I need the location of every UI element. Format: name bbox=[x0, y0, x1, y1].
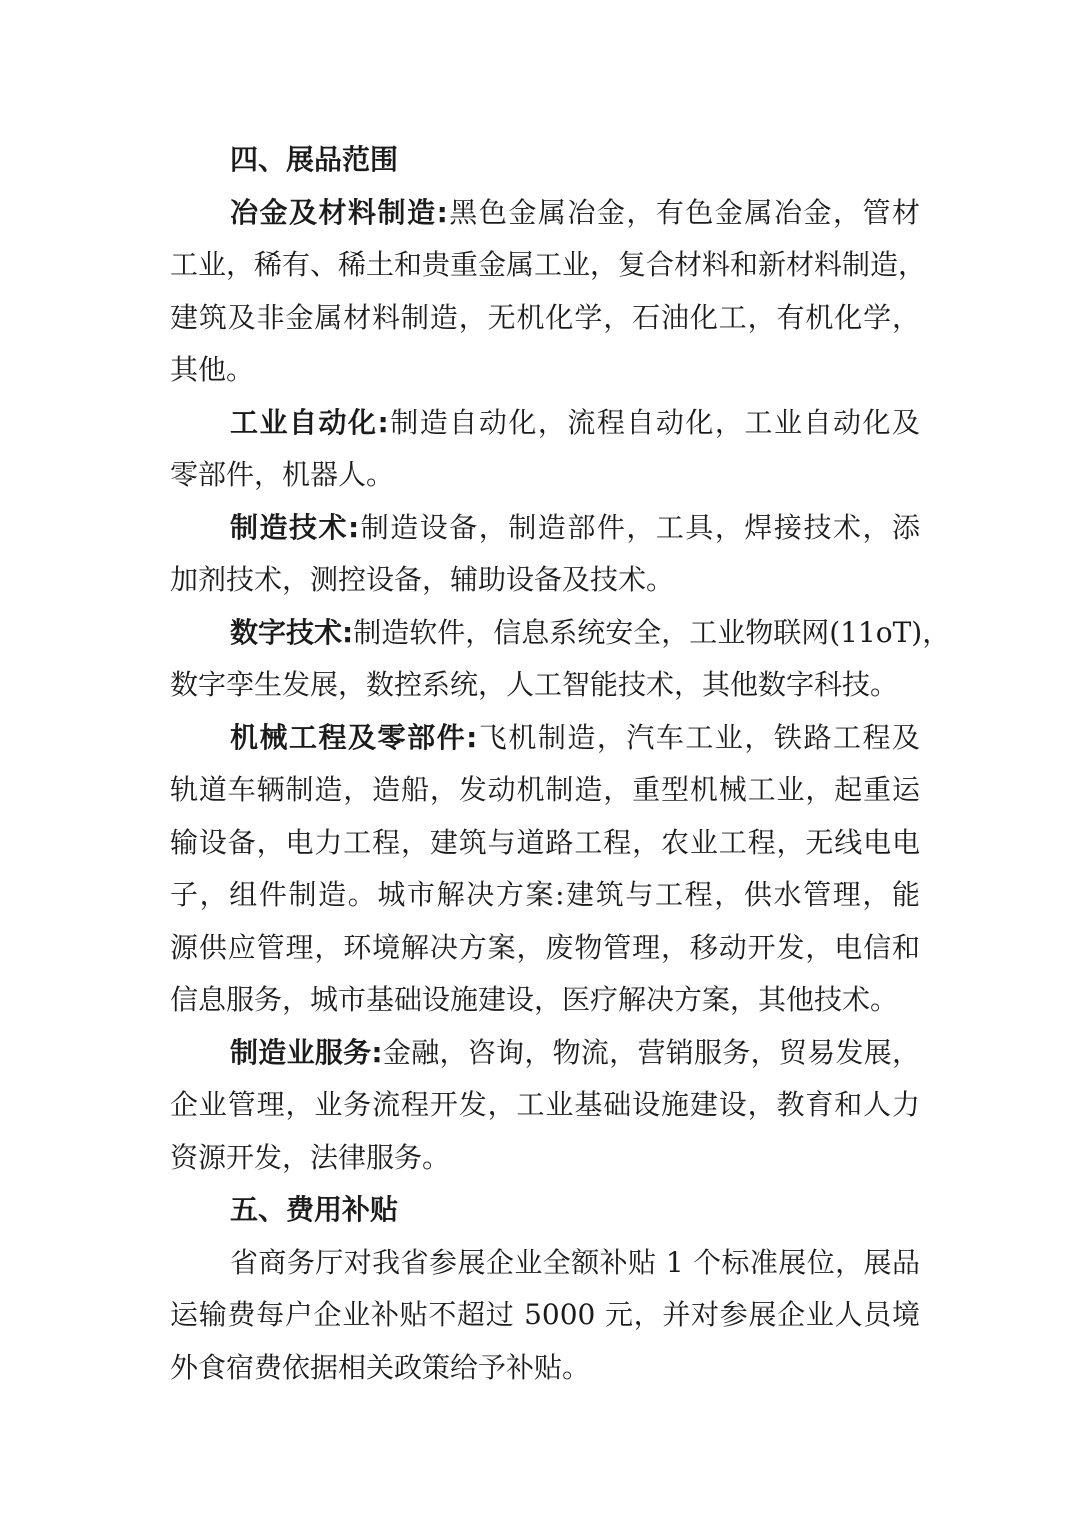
paragraph-text: 金融，咨询，物流，营销服务，贸易发展， bbox=[382, 1035, 920, 1069]
paragraph-line: 资源开发，法律服务。 bbox=[170, 1140, 451, 1174]
paragraph-line: 子，组件制造。城市解决方案:建筑与工程，供水管理，能 bbox=[170, 878, 920, 911]
paragraph-line: 信息服务，城市基础设施建设，医疗解决方案，其他技术。 bbox=[170, 983, 899, 1016]
paragraph-line bbox=[170, 1027, 920, 1080]
paragraph-line bbox=[170, 712, 920, 765]
paragraph-mechanical-engineering bbox=[170, 712, 920, 1027]
paragraph-line: 源供应管理，环境解决方案，废物管理，移动开发，电信和 bbox=[170, 930, 920, 964]
paragraph-line bbox=[170, 607, 951, 660]
paragraph-line: 省商务厅对我省参展企业全额补贴 1 个标准展位，展品 bbox=[230, 1245, 920, 1279]
paragraph-term: 数字技术: bbox=[230, 615, 354, 649]
paragraph-line: 外食宿费依据相关政策给予补贴。 bbox=[170, 1350, 591, 1384]
paragraph-text: 制造软件，信息系统安全，工业物联网(11oT)， bbox=[353, 615, 951, 649]
paragraph-term: 工业自动化: bbox=[230, 405, 389, 439]
paragraph-line bbox=[170, 502, 920, 555]
paragraph-line: 其他。 bbox=[170, 353, 255, 386]
paragraph-text: 制造自动化，流程自动化，工业自动化及 bbox=[388, 405, 920, 439]
paragraph-line: 工业，稀有、稀土和贵重金属工业，复合材料和新材料制造， bbox=[170, 248, 927, 281]
paragraph-subsidy bbox=[170, 1237, 920, 1395]
paragraph-metallurgy bbox=[170, 187, 927, 397]
section-heading: 五、费用补贴 bbox=[230, 1193, 399, 1226]
paragraph-line: 企业管理，业务流程开发，工业基础设施建设，教育和人力 bbox=[170, 1088, 920, 1121]
paragraph-line bbox=[170, 187, 920, 240]
paragraph-line: 数字孪生发展，数控系统，人工智能技术，其他数字科技。 bbox=[170, 668, 899, 701]
paragraph-term: 冶金及材料制造: bbox=[230, 195, 448, 229]
paragraph-term: 机械工程及零部件: bbox=[230, 720, 478, 754]
paragraph-manufacturing-services bbox=[170, 1027, 920, 1185]
paragraph-line bbox=[170, 397, 920, 450]
paragraph-term: 制造业服务: bbox=[230, 1035, 383, 1069]
paragraph-line: 运输费每户企业补贴不超过 5000 元，并对参展企业人员境 bbox=[170, 1298, 920, 1331]
paragraph-line: 加剂技术，测控设备，辅助设备及技术。 bbox=[170, 563, 675, 596]
paragraph-digital-tech bbox=[170, 607, 951, 712]
document-page bbox=[170, 134, 951, 1394]
paragraph-manufacturing-tech bbox=[170, 502, 920, 607]
paragraph-line: 建筑及非金属材料制造，无机化学，石油化工，有机化学， bbox=[170, 300, 920, 334]
paragraph-text: 飞机制造，汽车工业，铁路工程及 bbox=[477, 720, 920, 754]
paragraph-line: 零部件，机器人。 bbox=[170, 458, 395, 491]
paragraph-automation bbox=[170, 397, 920, 502]
section-heading: 四、展品范围 bbox=[230, 143, 399, 176]
paragraph-line: 轨道车辆制造，造船，发动机制造，重型机械工业，起重运 bbox=[170, 773, 920, 806]
paragraph-line: 输设备，电力工程，建筑与道路工程，农业工程，无线电电 bbox=[170, 825, 920, 859]
paragraph-text: 制造设备，制造部件，工具，焊接技术，添 bbox=[359, 510, 920, 544]
paragraph-term: 制造技术: bbox=[230, 510, 360, 544]
paragraph-text: 黑色金属冶金，有色金属冶金，管材 bbox=[447, 195, 920, 229]
